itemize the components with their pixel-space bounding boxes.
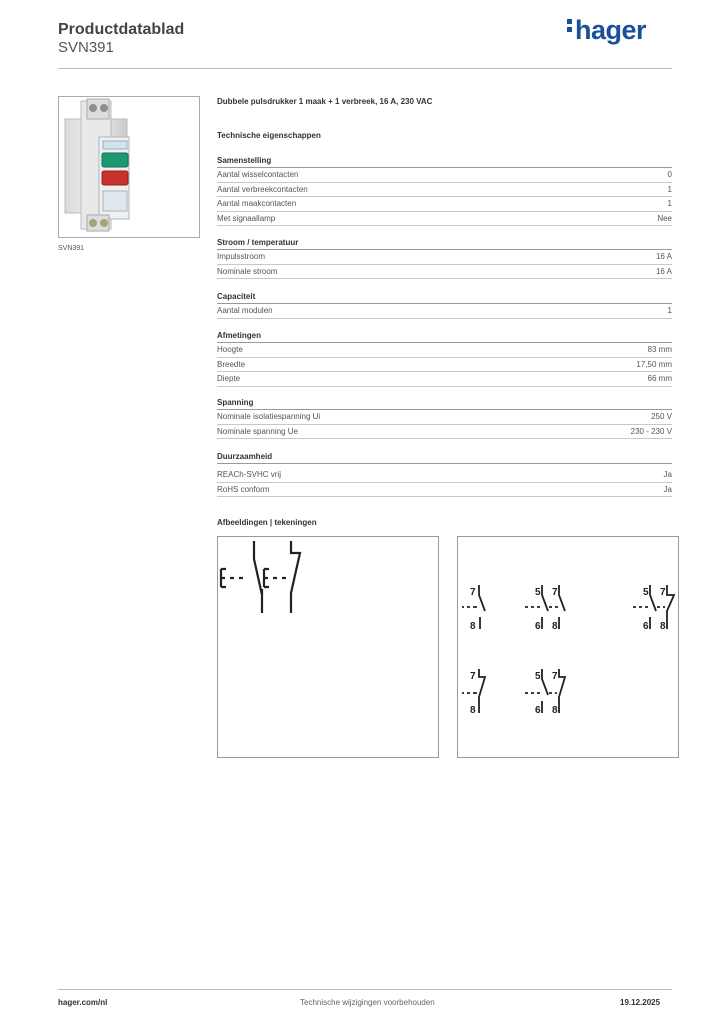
- drawing-pushbutton-symbol: [217, 536, 439, 758]
- row-label: Diepte: [217, 374, 241, 383]
- row-value: Ja: [663, 470, 672, 479]
- product-description: Dubbele pulsdrukker 1 maak + 1 verbreek, 16 A, 230 VAC: [217, 97, 433, 106]
- footer-website: hager.com/nl: [58, 998, 108, 1007]
- table-row: [217, 372, 672, 387]
- row-value: 1: [667, 199, 672, 208]
- row-value: 1: [667, 184, 672, 194]
- footer-divider: [58, 989, 672, 990]
- table-row: [217, 250, 672, 265]
- terminal-label: 6: [535, 705, 541, 716]
- section-duurzaamheid: [217, 450, 672, 497]
- row-label: RoHS conform: [217, 484, 270, 494]
- row-value: 0: [667, 170, 672, 179]
- terminal-label: 5: [643, 587, 649, 598]
- pushbutton-contact-icon: [218, 537, 438, 757]
- product-code: SVN391: [58, 39, 114, 56]
- section-title: Samenstelling: [217, 154, 672, 168]
- terminal-label: 7: [470, 587, 476, 598]
- row-value: 16 A: [655, 252, 672, 261]
- section-spanning: [217, 396, 672, 439]
- footer-disclaimer: Technische wijzigingen voorbehouden: [300, 998, 435, 1007]
- row-label: Aantal wisselcontacten: [217, 170, 299, 179]
- drawing-contact-symbols: [457, 536, 679, 758]
- section-title: Afmetingen: [217, 329, 672, 343]
- footer-date: 19.12.2025: [620, 998, 661, 1007]
- row-label: Impulsstroom: [217, 252, 266, 261]
- row-label: Nominale isolatiespanning Ui: [217, 412, 321, 421]
- table-row: [217, 304, 672, 319]
- table-row: [217, 425, 672, 440]
- table-row: [217, 358, 672, 373]
- section-afmetingen: [217, 329, 672, 387]
- table-row: [217, 197, 672, 212]
- row-label: REACh-SVHC vrij: [217, 470, 282, 479]
- terminal-label: 8: [470, 705, 476, 716]
- row-label: Nominale spanning Ue: [217, 426, 298, 436]
- terminal-label: 5: [535, 671, 541, 682]
- row-value: 230 - 230 V: [630, 426, 672, 436]
- row-label: Aantal maakcontacten: [217, 199, 297, 208]
- row-value: 66 mm: [647, 374, 672, 383]
- row-value: 17,50 mm: [636, 359, 672, 369]
- row-value: 1: [667, 306, 672, 315]
- row-value: Ja: [663, 484, 672, 494]
- properties-heading: Technische eigenschappen: [217, 131, 321, 140]
- table-row: [217, 410, 672, 425]
- section-title: Capaciteit: [217, 290, 672, 304]
- terminal-label: 8: [660, 621, 666, 632]
- logo-dots-icon: [567, 16, 573, 35]
- section-samenstelling: [217, 154, 672, 226]
- terminal-label: 6: [535, 621, 541, 632]
- terminal-label: 8: [552, 705, 558, 716]
- terminal-label: 7: [470, 671, 476, 682]
- section-stroom-temperatuur: [217, 236, 672, 279]
- page-title: Productdatablad: [58, 21, 185, 38]
- photo-caption: SVN391: [58, 245, 85, 252]
- terminal-label: 7: [552, 587, 558, 598]
- section-title: Duurzaamheid: [217, 450, 672, 464]
- row-label: Aantal verbreekcontacten: [217, 184, 308, 194]
- section-capaciteit: [217, 290, 672, 319]
- hager-logo: [567, 15, 646, 46]
- table-row: [217, 212, 672, 227]
- contact-terminal-icons: [458, 537, 678, 757]
- row-value: 16 A: [655, 266, 672, 276]
- row-label: Nominale stroom: [217, 266, 278, 276]
- terminal-label: 7: [552, 671, 558, 682]
- product-photo: [58, 96, 200, 238]
- table-row: [217, 483, 672, 498]
- terminal-label: 7: [660, 587, 666, 598]
- logo-text: hager: [575, 15, 647, 45]
- table-row: [217, 265, 672, 280]
- table-row: [217, 183, 672, 198]
- section-title: Spanning: [217, 396, 672, 410]
- terminal-label: 5: [535, 587, 541, 598]
- terminal-label: 8: [470, 621, 476, 632]
- table-row: [217, 168, 672, 183]
- push-button-device-image: [59, 97, 199, 237]
- drawings-heading: Afbeeldingen | tekeningen: [217, 518, 317, 527]
- header-divider: [58, 68, 672, 69]
- row-value: Nee: [657, 213, 672, 223]
- row-label: Met signaallamp: [217, 213, 276, 223]
- section-title: Stroom / temperatuur: [217, 236, 672, 250]
- terminal-label: 8: [552, 621, 558, 632]
- terminal-label: 6: [643, 621, 649, 632]
- row-label: Hoogte: [217, 345, 243, 354]
- table-row: [217, 468, 672, 483]
- row-label: Breedte: [217, 359, 246, 369]
- row-value: 250 V: [651, 412, 672, 421]
- row-label: Aantal modulen: [217, 306, 273, 315]
- row-value: 83 mm: [647, 345, 672, 354]
- table-row: [217, 343, 672, 358]
